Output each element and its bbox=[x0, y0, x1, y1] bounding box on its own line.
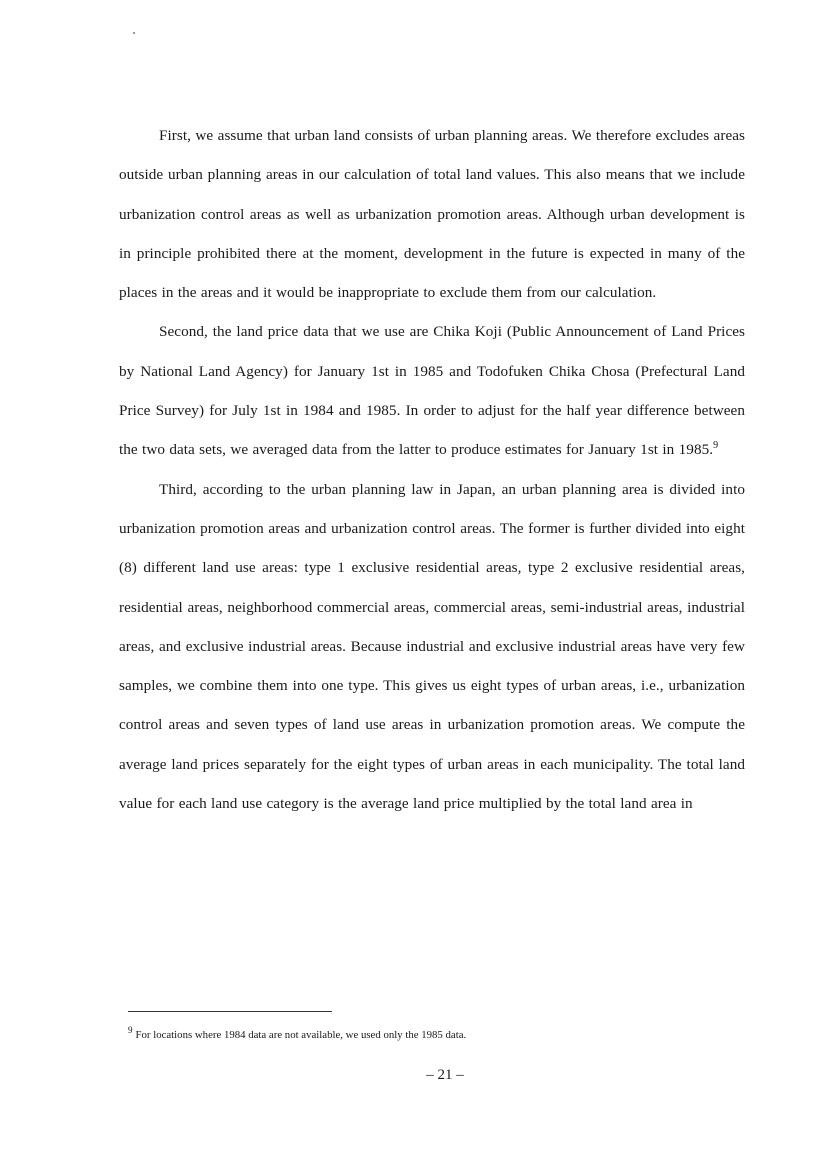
footnote-text: For locations where 1984 data are not available, we used only the 1985 data. bbox=[135, 1029, 467, 1041]
footnote-divider bbox=[128, 1011, 332, 1012]
footnote bbox=[128, 1025, 728, 1042]
footnote-marker: 9 bbox=[128, 1025, 133, 1036]
scan-speck bbox=[133, 32, 135, 34]
paragraph-land-price-data bbox=[119, 312, 745, 469]
paragraph-2-text: Second, the land price data that we use are Chika Koji (Public Announcement of Land Prices by National Land Agency) for January 1st in 1985 and Todofuken Chika Chosa (Prefectural Land Price Survey) for July 1st in 1984 and 1985. In order to adjust for the half year difference between the two data sets, we averaged data from the latter to produce estimates for January 1st in 1985. bbox=[119, 323, 745, 459]
paragraph-urban-land bbox=[119, 116, 745, 312]
body-text bbox=[119, 116, 745, 823]
paragraph-1-text: First, we assume that urban land consists of urban planning areas. We therefore excludes areas outside urban planning areas in our calculation of total land values. This also means that we include urbanization control areas as well as urbanization promotion areas. Although urban development is in principle prohibited there at the moment, development in the future is expected in many of the places in the areas and it would be inappropriate to exclude them from our calculation. bbox=[119, 127, 745, 302]
footnote-reference[interactable]: 9 bbox=[713, 440, 719, 452]
paragraph-land-use-areas bbox=[119, 470, 745, 824]
page-number: – 21 – bbox=[426, 1067, 464, 1083]
paragraph-3-text: Third, according to the urban planning law in Japan, an urban planning area is divided into urbanization promotion areas and urbanization control areas. The former is further divided into eight (8) different land use areas: type 1 exclusive residential areas, type 2 exclusive residential areas, residential areas, neighborhood commercial areas, commercial areas, semi-industrial areas, industrial areas, and exclusive industrial areas. Because industrial and exclusive industrial areas have very few samples, we combine them into one type. This gives us eight types of urban areas, i.e., urbanization control areas and seven types of land use areas in urbanization promotion areas. We compute the average land prices separately for the eight types of urban areas in each municipality. The total land value for each land use category is the average land price multiplied by the total land area in bbox=[119, 480, 745, 813]
